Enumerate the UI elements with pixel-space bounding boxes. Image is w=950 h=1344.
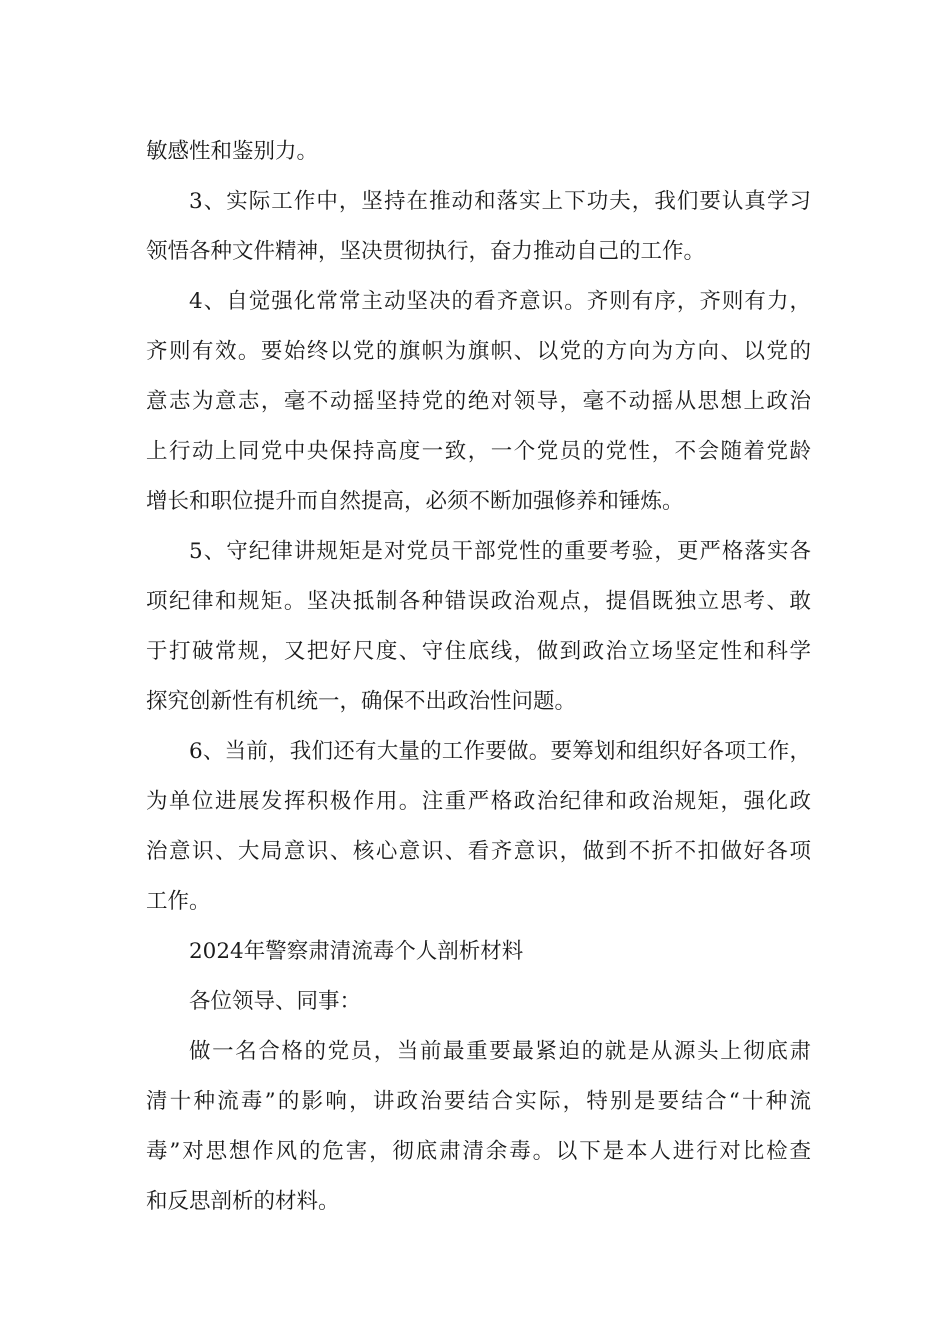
paragraph-line: 5、守纪律讲规矩是对党员干部党性的重要考验，更严格落实各 [189, 539, 811, 564]
paragraph-line: 治意识、大局意识、核心意识、看齐意识，做到不折不扣做好各项 [146, 839, 811, 864]
paragraph-line: 意志为意志，毫不动摇坚持党的绝对领导，毫不动摇从思想上政治 [146, 389, 811, 414]
paragraph-line: 2024年警察肃清流毒个人剖析材料 [189, 939, 524, 964]
paragraph-line: 为单位进展发挥积极作用。注重严格政治纪律和政治规矩，强化政 [146, 789, 811, 814]
paragraph-line: 上行动上同党中央保持高度一致，一个党员的党性，不会随着党龄 [146, 439, 811, 464]
paragraph-line: 毒”对思想作风的危害，彻底肃清余毒。以下是本人进行对比检查 [146, 1139, 811, 1164]
paragraph-line: 探究创新性有机统一，确保不出政治性问题。 [146, 689, 577, 714]
paragraph-line: 齐则有效。要始终以党的旗帜为旗帜、以党的方向为方向、以党的 [146, 339, 811, 364]
paragraph-line: 敏感性和鉴别力。 [146, 139, 319, 164]
paragraph-line: 清十种流毒”的影响，讲政治要结合实际，特别是要结合“十种流 [146, 1089, 811, 1114]
paragraph-line: 项纪律和规矩。坚决抵制各种错误政治观点，提倡既独立思考、敢 [146, 589, 811, 614]
paragraph-line: 3、实际工作中，坚持在推动和落实上下功夫，我们要认真学习 [189, 189, 811, 214]
paragraph-line: 6、当前，我们还有大量的工作要做。要筹划和组织好各项工作， [189, 739, 811, 764]
paragraph-line: 各位领导、同事： [189, 989, 362, 1014]
paragraph-line: 和反思剖析的材料。 [146, 1189, 340, 1214]
paragraph-line: 于打破常规，又把好尺度、守住底线，做到政治立场坚定性和科学 [146, 639, 811, 664]
paragraph-line: 4、自觉强化常常主动坚决的看齐意识。齐则有序，齐则有力， [189, 289, 811, 314]
paragraph-line: 工作。 [146, 889, 211, 914]
document-body [146, 127, 811, 1227]
paragraph-line: 领悟各种文件精神，坚决贯彻执行，奋力推动自己的工作。 [146, 239, 706, 264]
paragraph-line: 增长和职位提升而自然提高，必须不断加强修养和锤炼。 [146, 489, 684, 514]
paragraph-line: 做一名合格的党员，当前最重要最紧迫的就是从源头上彻底肃 [189, 1039, 811, 1064]
